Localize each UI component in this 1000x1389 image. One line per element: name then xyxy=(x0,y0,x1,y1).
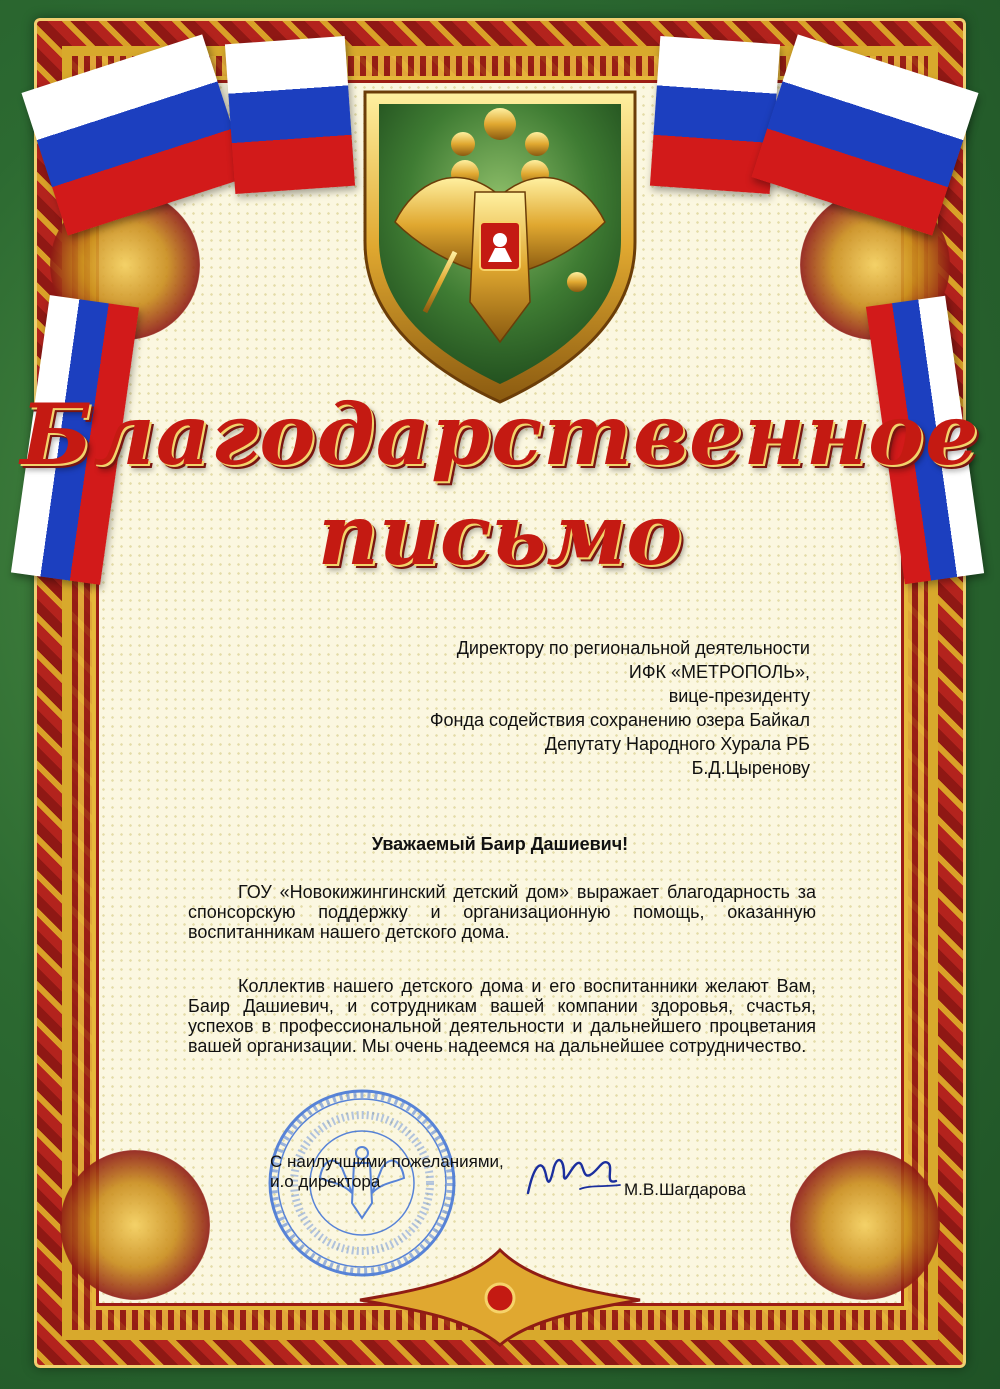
corner-ornament-bottom-right-icon xyxy=(790,1150,940,1300)
recipient-line: Директору по региональной деятельности xyxy=(456,638,810,658)
recipient-line: Б.Д.Цыренову xyxy=(691,758,810,778)
recipient-line: ИФК «МЕТРОПОЛЬ», xyxy=(628,662,810,682)
russian-flag-top-center-left-icon xyxy=(225,36,355,194)
bottom-ornament-icon xyxy=(300,1240,700,1350)
recipient-line: Депутату Народного Хурала РБ xyxy=(544,734,810,754)
body-paragraph-2: Коллектив нашего детского дома и его воспитанники желают Вам, Баир Дашиевич, и сотрудникам вашей компании здоровья, счастья, успехов в профессиональной деятельности и дальнейшего процветания вашей организации. Мы очень надеемся на дальнейшее сотрудничество. xyxy=(188,976,816,1056)
greeting: Уважаемый Баир Дашиевич! xyxy=(371,834,629,854)
body-paragraph-1: ГОУ «Новокижингинский детский дом» выражает благодарность за спонсорскую поддержку и организационную помощь, оказанную воспитанникам нашего детского дома. xyxy=(188,882,816,942)
letter-title-line-1: Благодарственное xyxy=(20,385,980,484)
handwritten-signature-icon xyxy=(520,1145,630,1205)
recipient-block xyxy=(290,636,810,780)
letter-title-line-2: письмо xyxy=(317,485,683,584)
corner-ornament-bottom-left-icon xyxy=(60,1150,210,1300)
recipient-line: вице-президенту xyxy=(668,686,810,706)
closing-position: и.о директора xyxy=(270,1172,381,1191)
recipient-line: Фонда содействия сохранению озера Байкал xyxy=(429,710,810,730)
coat-of-arms-shield-icon xyxy=(345,72,655,412)
signer-name: М.В.Шагдарова xyxy=(624,1180,746,1199)
closing-wishes: С наилучшими пожеланиями, xyxy=(270,1152,504,1171)
